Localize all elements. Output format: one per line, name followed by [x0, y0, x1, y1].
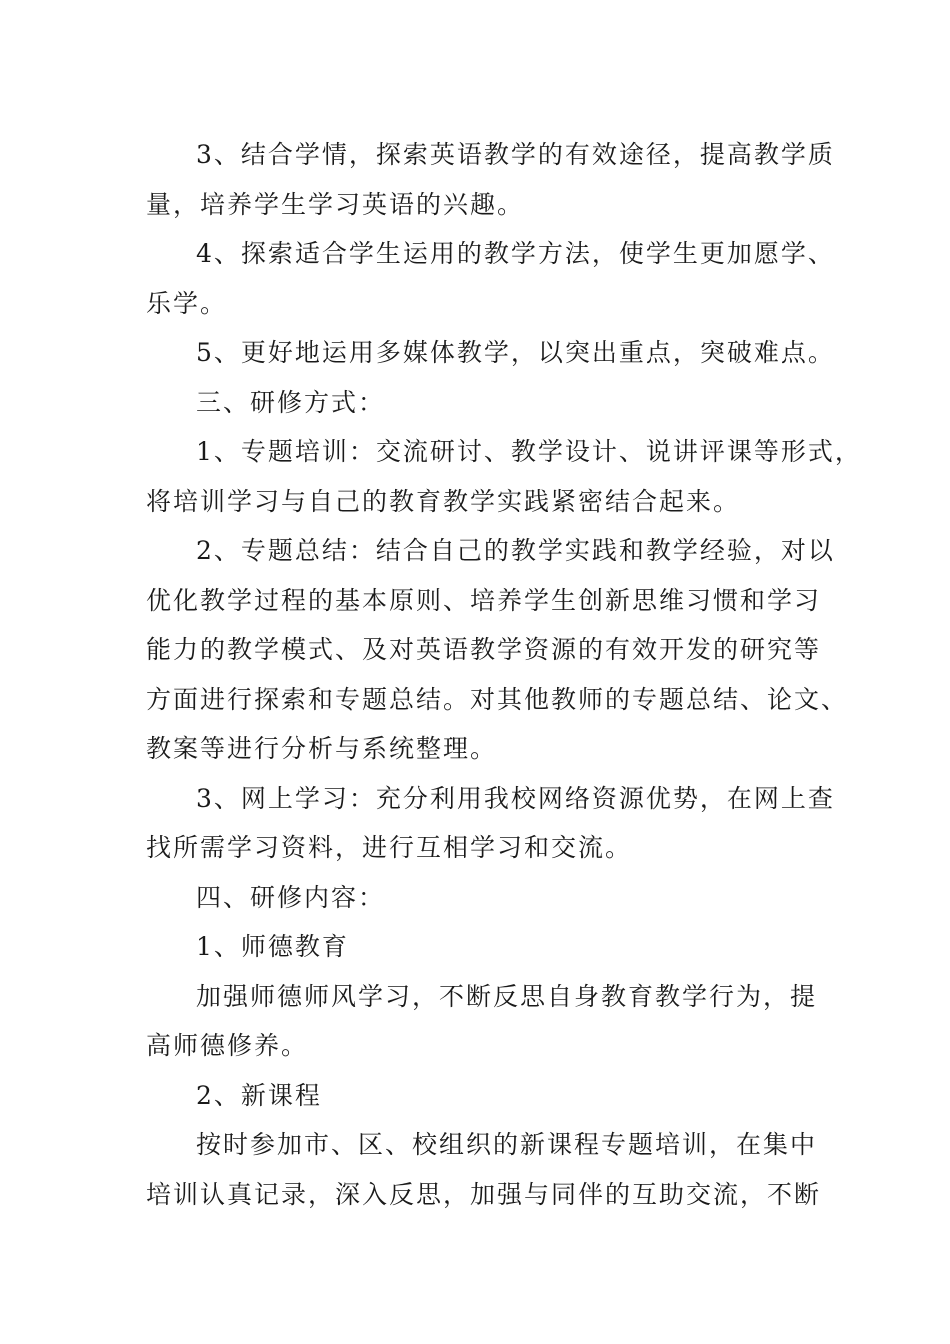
text-line: 1、专题培训：交流研讨、教学设计、说讲评课等形式， — [196, 437, 862, 466]
text-line: 找所需学习资料，进行互相学习和交流。 — [146, 833, 633, 862]
text-line: 教案等进行分析与系统整理。 — [146, 734, 498, 763]
text-line: 乐学。 — [146, 288, 228, 318]
text-line: 将培训学习与自己的教育教学实践紧密结合起来。 — [146, 486, 741, 516]
text-line: 量，培养学生学习英语的兴趣。 — [146, 189, 525, 219]
text-line: 培训认真记录，深入反思，加强与同伴的互助交流，不断 — [146, 1179, 822, 1209]
text-line: 2、专题总结：结合自己的教学实践和教学经验，对以 — [196, 536, 835, 565]
text-line: 能力的教学模式、及对英语教学资源的有效开发的研究等 — [146, 635, 822, 664]
section-heading: 三、研修方式： — [196, 387, 386, 417]
text-line: 5、更好地运用多媒体教学，以突出重点，突破难点。 — [196, 338, 835, 367]
text-line: 3、网上学习：充分利用我校网络资源优势，在网上查 — [196, 783, 835, 813]
subsection-heading: 2、新课程 — [196, 1080, 322, 1110]
text-line: 3、结合学情，探索英语教学的有效途径，提高教学质 — [196, 140, 835, 169]
text-line: 优化教学过程的基本原则、培养学生创新思维习惯和学习 — [146, 585, 822, 615]
text-line: 按时参加市、区、校组织的新课程专题培训，在集中 — [196, 1130, 818, 1159]
section-heading: 四、研修内容： — [196, 882, 386, 912]
subsection-heading: 1、师德教育 — [196, 932, 349, 961]
text-line: 4、探索适合学生运用的教学方法，使学生更加愿学、 — [196, 239, 835, 268]
text-line: 高师德修养。 — [146, 1031, 309, 1060]
text-line: 加强师德师风学习，不断反思自身教育教学行为，提 — [196, 981, 818, 1011]
document-body — [146, 130, 862, 1219]
text-line: 方面进行探索和专题总结。对其他教师的专题总结、论文、 — [146, 684, 849, 714]
